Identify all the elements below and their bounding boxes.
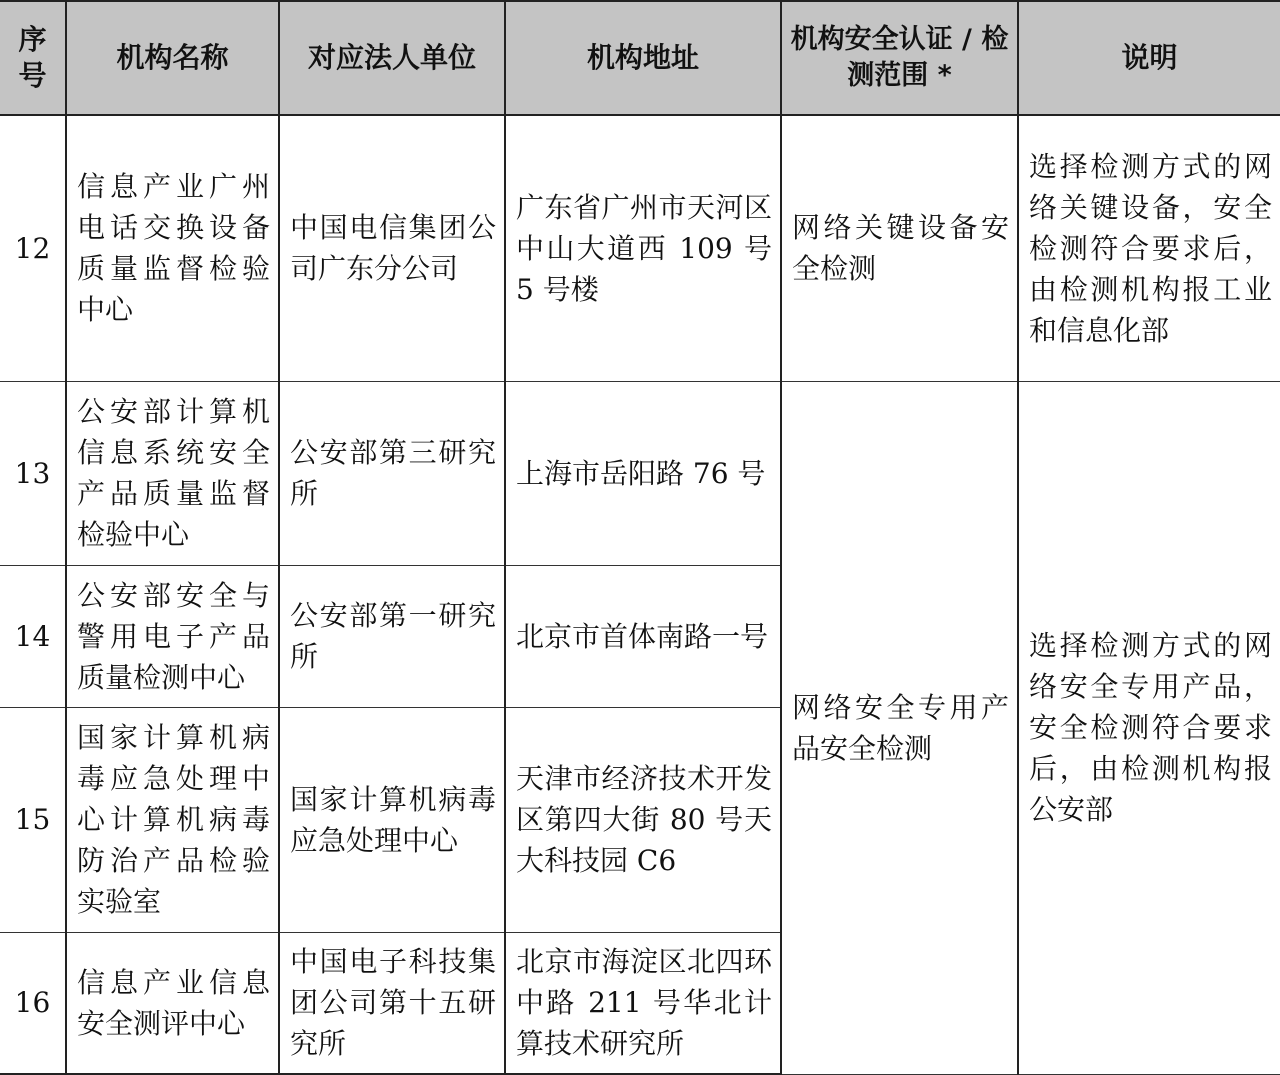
- row-scope: 网络安全专用产品安全检测: [781, 381, 1018, 1074]
- row-scope: 网络关键设备安全检测: [781, 115, 1018, 381]
- header-legal: 对应法人单位: [279, 1, 505, 115]
- row-name: 信息产业信息安全测评中心: [66, 932, 279, 1074]
- header-address: 机构地址: [505, 1, 781, 115]
- row-address: 上海市岳阳路 76 号: [505, 381, 781, 565]
- row-note: 选择检测方式的网络安全专用产品，安全检测符合要求后，由检测机构报公安部: [1018, 381, 1280, 1074]
- table-row: [0, 115, 1280, 381]
- row-address: 广东省广州市天河区中山大道西 109 号 5 号楼: [505, 115, 781, 381]
- row-note: 选择检测方式的网络关键设备，安全检测符合要求后，由检测机构报工业和信息化部: [1018, 115, 1280, 381]
- row-legal: 公安部第三研究所: [279, 381, 505, 565]
- row-legal: 国家计算机病毒应急处理中心: [279, 707, 505, 932]
- row-name: 信息产业广州电话交换设备质量监督检验中心: [66, 115, 279, 381]
- row-address: 天津市经济技术开发区第四大街 80 号天大科技园 C6: [505, 707, 781, 932]
- row-seq: 14: [0, 565, 66, 707]
- header-seq: 序号: [0, 1, 66, 115]
- row-address: 北京市首体南路一号: [505, 565, 781, 707]
- header-name: 机构名称: [66, 1, 279, 115]
- row-name: 公安部计算机信息系统安全产品质量监督检验中心: [66, 381, 279, 565]
- header-row: [0, 1, 1280, 115]
- header-note: 说明: [1018, 1, 1280, 115]
- row-name: 国家计算机病毒应急处理中心计算机病毒防治产品检验实验室: [66, 707, 279, 932]
- row-seq: 13: [0, 381, 66, 565]
- table-row: [0, 381, 1280, 565]
- row-seq: 15: [0, 707, 66, 932]
- row-name: 公安部安全与警用电子产品质量检测中心: [66, 565, 279, 707]
- row-address: 北京市海淀区北四环中路 211 号华北计算技术研究所: [505, 932, 781, 1074]
- row-legal: 中国电信集团公司广东分公司: [279, 115, 505, 381]
- row-seq: 16: [0, 932, 66, 1074]
- header-scope: 机构安全认证 / 检测范围 *: [781, 1, 1018, 115]
- row-legal: 中国电子科技集团公司第十五研究所: [279, 932, 505, 1074]
- row-legal: 公安部第一研究所: [279, 565, 505, 707]
- row-seq: 12: [0, 115, 66, 381]
